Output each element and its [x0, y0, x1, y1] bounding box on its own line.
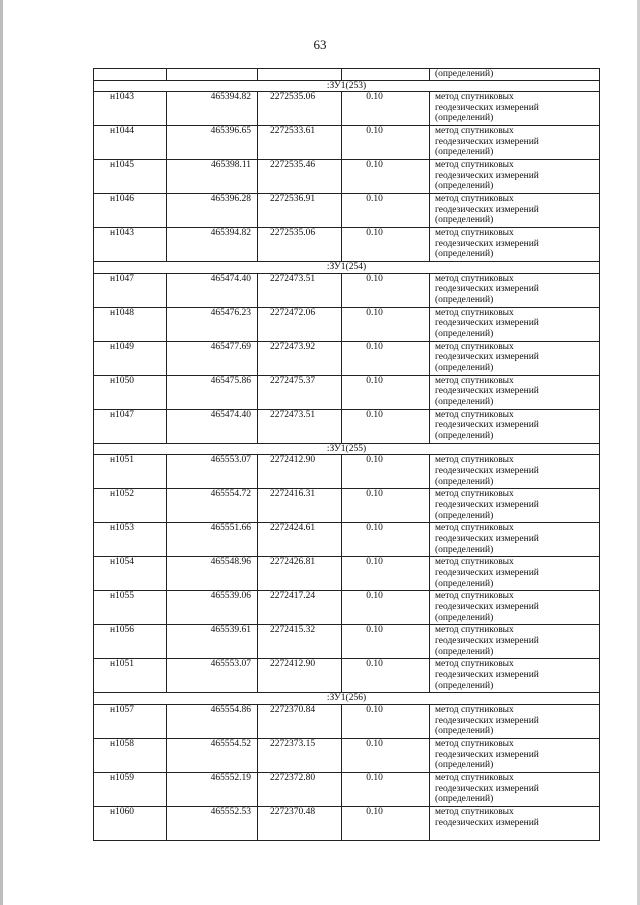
y-coordinate-cell: 2272412.90: [258, 455, 342, 489]
accuracy-cell: 0.10: [342, 523, 430, 557]
method-line: (определений): [435, 362, 494, 373]
x-coordinate-cell: 465477.69: [167, 341, 258, 375]
point-id-cell: н1057: [94, 704, 167, 738]
point-id-cell: н1055: [94, 591, 167, 625]
method-cell: [430, 375, 600, 409]
method-line: (определений): [435, 476, 494, 487]
y-coordinate-cell: 2272535.46: [258, 160, 342, 194]
point-id-cell: н1047: [94, 273, 167, 307]
y-coordinate-cell: 2272535.06: [258, 92, 342, 126]
table-row: [94, 738, 600, 772]
section-header-row: [94, 262, 600, 274]
section-header-row: [94, 693, 600, 705]
accuracy-cell: 0.10: [342, 557, 430, 591]
y-coordinate-cell: 2272424.61: [258, 523, 342, 557]
method-line: метод спутниковых: [435, 557, 514, 568]
method-cell: [430, 489, 600, 523]
accuracy-cell: 0.10: [342, 160, 430, 194]
coordinates-table-wrapper: [93, 68, 599, 841]
accuracy-cell: 0.10: [342, 409, 430, 443]
scan-edge-left: [0, 0, 3, 905]
accuracy-cell: 0.10: [342, 591, 430, 625]
method-cell: (определений): [430, 69, 600, 81]
method-line: метод спутниковых: [435, 523, 514, 534]
method-line: (определений): [435, 249, 494, 260]
method-line: метод спутниковых: [435, 489, 514, 500]
x-coordinate-cell: 465554.86: [167, 704, 258, 738]
point-id-cell: н1043: [94, 228, 167, 262]
y-coordinate-cell: 2272373.15: [258, 738, 342, 772]
y-coordinate-cell: 2272472.06: [258, 307, 342, 341]
empty-cell: [167, 69, 258, 81]
accuracy-cell: 0.10: [342, 273, 430, 307]
section-label: :ЗУ1(255): [94, 443, 600, 455]
method-line: геодезических измерений: [435, 715, 539, 726]
table-row: [94, 228, 600, 262]
method-line: (определений): [435, 328, 494, 339]
x-coordinate-cell: 465474.40: [167, 273, 258, 307]
point-id-cell: н1054: [94, 557, 167, 591]
point-id-cell: н1045: [94, 160, 167, 194]
x-coordinate-cell: 465475.86: [167, 375, 258, 409]
method-line: метод спутниковых: [435, 228, 514, 239]
method-line: (определений): [435, 181, 494, 192]
y-coordinate-cell: 2272415.32: [258, 625, 342, 659]
method-line: геодезических измерений: [435, 499, 539, 510]
method-line: (определений): [435, 396, 494, 407]
method-cell: [430, 659, 600, 693]
section-header-row: [94, 443, 600, 455]
method-line: геодезических измерений: [435, 318, 539, 329]
table-row: [94, 126, 600, 160]
method-line: (определений): [435, 113, 494, 124]
method-line: метод спутниковых: [435, 772, 514, 783]
accuracy-cell: 0.10: [342, 806, 430, 840]
y-coordinate-cell: 2272536.91: [258, 194, 342, 228]
y-coordinate-cell: 2272475.37: [258, 375, 342, 409]
section-label: :ЗУ1(254): [94, 262, 600, 274]
method-line: (определений): [435, 510, 494, 521]
method-cell: [430, 273, 600, 307]
method-line: метод спутниковых: [435, 806, 514, 817]
method-line: (определений): [435, 646, 494, 657]
method-line: метод спутниковых: [435, 375, 514, 386]
method-line: геодезических измерений: [435, 669, 539, 680]
method-cell: [430, 194, 600, 228]
method-line: геодезических измерений: [435, 465, 539, 476]
y-coordinate-cell: 2272535.06: [258, 228, 342, 262]
x-coordinate-cell: 465474.40: [167, 409, 258, 443]
method-cell: [430, 307, 600, 341]
x-coordinate-cell: 465398.11: [167, 160, 258, 194]
method-line: геодезических измерений: [435, 238, 539, 249]
accuracy-cell: 0.10: [342, 455, 430, 489]
method-line: (определений): [435, 612, 494, 623]
method-line: метод спутниковых: [435, 409, 514, 420]
method-cell: [430, 523, 600, 557]
point-id-cell: н1056: [94, 625, 167, 659]
method-line: метод спутниковых: [435, 704, 514, 715]
coordinates-table: [93, 68, 600, 841]
method-line: (определений): [435, 544, 494, 555]
method-line: метод спутниковых: [435, 341, 514, 352]
method-line: геодезических измерений: [435, 601, 539, 612]
table-row: [94, 659, 600, 693]
section-header-row: [94, 80, 600, 92]
x-coordinate-cell: 465552.53: [167, 806, 258, 840]
x-coordinate-cell: 465554.72: [167, 489, 258, 523]
table-row: [94, 523, 600, 557]
method-cell: [430, 228, 600, 262]
method-line: метод спутниковых: [435, 194, 514, 205]
method-line: (определений): [435, 578, 494, 589]
accuracy-cell: 0.10: [342, 194, 430, 228]
method-line: геодезических измерений: [435, 204, 539, 215]
table-row: [94, 489, 600, 523]
table-row: [94, 273, 600, 307]
point-id-cell: н1053: [94, 523, 167, 557]
method-line: метод спутниковых: [435, 126, 514, 137]
table-row: [94, 557, 600, 591]
point-id-cell: н1059: [94, 772, 167, 806]
point-id-cell: н1046: [94, 194, 167, 228]
y-coordinate-cell: 2272370.84: [258, 704, 342, 738]
method-line: (определений): [435, 726, 494, 737]
table-row: [94, 806, 600, 840]
method-line: (определений): [435, 760, 494, 771]
method-line: метод спутниковых: [435, 307, 514, 318]
point-id-cell: н1051: [94, 455, 167, 489]
method-cell: [430, 92, 600, 126]
method-line: метод спутниковых: [435, 455, 514, 466]
accuracy-cell: 0.10: [342, 341, 430, 375]
method-cell: [430, 591, 600, 625]
method-line: (определений): [435, 430, 494, 441]
table-row: [94, 194, 600, 228]
y-coordinate-cell: 2272426.81: [258, 557, 342, 591]
accuracy-cell: 0.10: [342, 625, 430, 659]
accuracy-cell: 0.10: [342, 307, 430, 341]
method-line: геодезических измерений: [435, 533, 539, 544]
table-row: [94, 375, 600, 409]
empty-cell: [342, 69, 430, 81]
method-line: метод спутниковых: [435, 273, 514, 284]
y-coordinate-cell: 2272417.24: [258, 591, 342, 625]
method-line: метод спутниковых: [435, 92, 514, 103]
table-row: [94, 455, 600, 489]
method-line: (определений): [435, 147, 494, 158]
method-cell: [430, 160, 600, 194]
accuracy-cell: 0.10: [342, 489, 430, 523]
accuracy-cell: 0.10: [342, 228, 430, 262]
table-row: [94, 307, 600, 341]
x-coordinate-cell: 465551.66: [167, 523, 258, 557]
y-coordinate-cell: 2272412.90: [258, 659, 342, 693]
accuracy-cell: 0.10: [342, 92, 430, 126]
point-id-cell: н1058: [94, 738, 167, 772]
method-cell: [430, 704, 600, 738]
x-coordinate-cell: 465552.19: [167, 772, 258, 806]
method-line: геодезических измерений: [435, 386, 539, 397]
method-line: (определений): [435, 294, 494, 305]
method-cell: [430, 409, 600, 443]
point-id-cell: н1047: [94, 409, 167, 443]
method-cell: [430, 806, 600, 840]
point-id-cell: н1050: [94, 375, 167, 409]
y-coordinate-cell: 2272473.51: [258, 273, 342, 307]
x-coordinate-cell: 465539.61: [167, 625, 258, 659]
method-cell: [430, 772, 600, 806]
y-coordinate-cell: 2272473.51: [258, 409, 342, 443]
method-line: геодезических измерений: [435, 170, 539, 181]
x-coordinate-cell: 465396.28: [167, 194, 258, 228]
point-id-cell: н1043: [94, 92, 167, 126]
point-id-cell: н1060: [94, 806, 167, 840]
method-line: геодезических измерений: [435, 352, 539, 363]
method-cell: [430, 455, 600, 489]
table-row: [94, 409, 600, 443]
table-row: [94, 160, 600, 194]
section-label: :ЗУ1(256): [94, 693, 600, 705]
method-line: геодезических измерений: [435, 136, 539, 147]
y-coordinate-cell: 2272533.61: [258, 126, 342, 160]
table-row: [94, 341, 600, 375]
method-cell: [430, 625, 600, 659]
y-coordinate-cell: 2272416.31: [258, 489, 342, 523]
x-coordinate-cell: 465553.07: [167, 455, 258, 489]
method-line: геодезических измерений: [435, 817, 539, 828]
accuracy-cell: 0.10: [342, 659, 430, 693]
method-cell: [430, 341, 600, 375]
y-coordinate-cell: 2272372.80: [258, 772, 342, 806]
method-line: геодезических измерений: [435, 783, 539, 794]
method-line: геодезических измерений: [435, 749, 539, 760]
x-coordinate-cell: 465396.65: [167, 126, 258, 160]
method-line: (определений): [435, 794, 494, 805]
method-line: метод спутниковых: [435, 591, 514, 602]
empty-cell: [94, 69, 167, 81]
y-coordinate-cell: 2272473.92: [258, 341, 342, 375]
point-id-cell: н1044: [94, 126, 167, 160]
x-coordinate-cell: 465539.06: [167, 591, 258, 625]
accuracy-cell: 0.10: [342, 375, 430, 409]
accuracy-cell: 0.10: [342, 772, 430, 806]
x-coordinate-cell: 465394.82: [167, 92, 258, 126]
method-line: геодезических измерений: [435, 420, 539, 431]
table-row: [94, 625, 600, 659]
table-row: [94, 772, 600, 806]
method-line: метод спутниковых: [435, 160, 514, 171]
method-cell: [430, 738, 600, 772]
table-row: [94, 704, 600, 738]
method-cell: [430, 557, 600, 591]
method-cell: [430, 126, 600, 160]
method-line: метод спутниковых: [435, 738, 514, 749]
section-label: :ЗУ1(253): [94, 80, 600, 92]
x-coordinate-cell: 465554.52: [167, 738, 258, 772]
x-coordinate-cell: 465548.96: [167, 557, 258, 591]
table-row: [94, 92, 600, 126]
method-line: метод спутниковых: [435, 659, 514, 670]
accuracy-cell: 0.10: [342, 704, 430, 738]
x-coordinate-cell: 465394.82: [167, 228, 258, 262]
point-id-cell: н1048: [94, 307, 167, 341]
method-line: геодезических измерений: [435, 567, 539, 578]
accuracy-cell: 0.10: [342, 126, 430, 160]
coordinates-table-body: [94, 69, 600, 841]
method-line: (определений): [435, 215, 494, 226]
page-number: 63: [313, 37, 327, 52]
empty-cell: [258, 69, 342, 81]
point-id-cell: н1052: [94, 489, 167, 523]
x-coordinate-cell: 465476.23: [167, 307, 258, 341]
x-coordinate-cell: 465553.07: [167, 659, 258, 693]
method-line: геодезических измерений: [435, 284, 539, 295]
table-row: [94, 591, 600, 625]
continuation-row: [94, 69, 600, 81]
method-line: (определений): [435, 680, 494, 691]
method-line: геодезических измерений: [435, 102, 539, 113]
y-coordinate-cell: 2272370.48: [258, 806, 342, 840]
method-line: геодезических измерений: [435, 635, 539, 646]
point-id-cell: н1049: [94, 341, 167, 375]
accuracy-cell: 0.10: [342, 738, 430, 772]
point-id-cell: н1051: [94, 659, 167, 693]
method-line: метод спутниковых: [435, 625, 514, 636]
